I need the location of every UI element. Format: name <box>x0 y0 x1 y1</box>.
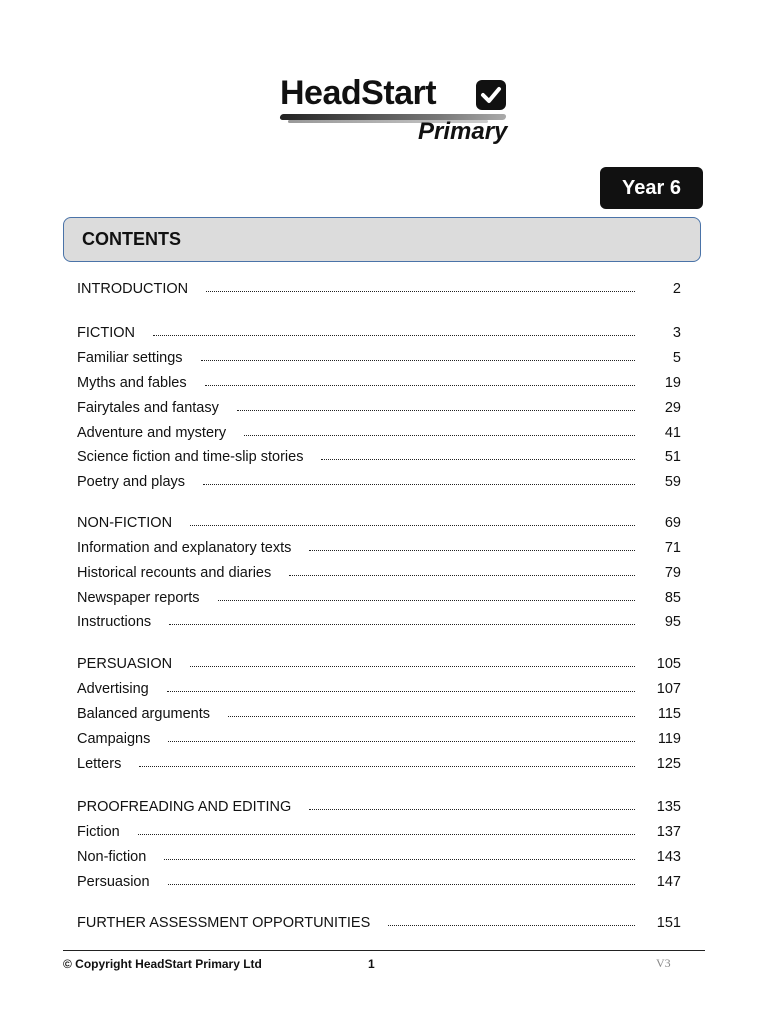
toc-leader-dots <box>138 834 635 835</box>
toc-leader-dots <box>228 716 635 717</box>
toc-leader-dots <box>289 575 635 576</box>
toc-leader-dots <box>203 484 635 485</box>
toc-entry-letters[interactable] <box>77 752 681 772</box>
toc-leader-dots <box>190 666 635 667</box>
toc-entry-instructions[interactable] <box>77 610 681 630</box>
toc-leader-dots <box>206 291 635 292</box>
toc-page-number: 143 <box>656 849 681 865</box>
toc-entry-poetry-and-plays[interactable] <box>77 470 681 490</box>
toc-page-number: 147 <box>656 874 681 890</box>
toc-entry-advertising[interactable] <box>77 677 681 697</box>
toc-page-number: 79 <box>664 565 681 581</box>
footer-page-number: 1 <box>368 957 375 971</box>
toc-leader-dots <box>237 410 635 411</box>
logo-sub-text: Primary <box>418 118 508 145</box>
toc-page-number: 119 <box>657 731 681 747</box>
toc-label: Myths and fables <box>77 375 187 391</box>
toc-entry-historical-recounts[interactable] <box>77 561 681 581</box>
toc-page-number: 125 <box>656 756 681 772</box>
toc-entry-proofreading-persuasion[interactable] <box>77 870 681 890</box>
toc-label: Newspaper reports <box>77 590 200 606</box>
toc-label: INTRODUCTION <box>77 281 189 297</box>
toc-leader-dots <box>168 741 635 742</box>
toc-entry-proofreading-fiction[interactable] <box>77 820 681 840</box>
toc-label: FURTHER ASSESSMENT OPPORTUNITIES <box>77 915 371 931</box>
toc-leader-dots <box>321 459 635 460</box>
toc-page-number: 107 <box>656 681 681 697</box>
toc-entry-proofreading-non-fiction[interactable] <box>77 845 681 865</box>
toc-leader-dots <box>153 335 635 336</box>
toc-entry-myths-and-fables[interactable] <box>77 371 681 391</box>
toc-label: Persuasion <box>77 874 150 890</box>
toc-leader-dots <box>218 600 636 601</box>
toc-leader-dots <box>244 435 635 436</box>
toc-entry-adventure-and-mystery[interactable] <box>77 421 681 441</box>
toc-entry-proofreading-and-editing[interactable] <box>77 795 681 815</box>
headstart-logo <box>278 74 518 152</box>
toc-label: Fiction <box>77 824 120 840</box>
footer-version: V3 <box>656 956 671 970</box>
toc-page-number: 71 <box>664 540 681 556</box>
toc-label: Information and explanatory texts <box>77 540 292 556</box>
contents-title: CONTENTS <box>82 229 181 249</box>
toc-entry-non-fiction[interactable] <box>77 511 681 531</box>
toc-leader-dots <box>201 360 635 361</box>
toc-page-number: 69 <box>664 515 681 531</box>
toc-entry-newspaper-reports[interactable] <box>77 586 681 606</box>
year-badge: Year 6 <box>600 167 703 209</box>
toc-label: Science fiction and time-slip stories <box>77 449 304 465</box>
toc-entry-introduction[interactable] <box>77 277 681 297</box>
logo-brand-text: HeadStart <box>280 74 437 112</box>
toc-label: Instructions <box>77 614 152 630</box>
toc-label: Advertising <box>77 681 149 697</box>
toc-label: FICTION <box>77 325 135 341</box>
toc-entry-information-texts[interactable] <box>77 536 681 556</box>
toc-page-number: 137 <box>656 824 681 840</box>
toc-entry-fiction[interactable] <box>77 321 681 341</box>
toc-label: Poetry and plays <box>77 474 186 490</box>
toc-leader-dots <box>164 859 635 860</box>
toc-page-number: 135 <box>656 799 681 815</box>
toc-label: Familiar settings <box>77 350 183 366</box>
checkmark-icon <box>476 80 506 110</box>
toc-page-number: 115 <box>657 706 681 722</box>
toc-label: Fairytales and fantasy <box>77 400 219 416</box>
toc-leader-dots <box>309 809 635 810</box>
contents-header <box>63 217 701 262</box>
toc-entry-persuasion[interactable] <box>77 652 681 672</box>
toc-label: NON-FICTION <box>77 515 173 531</box>
toc-label: Campaigns <box>77 731 151 747</box>
toc-label: PROOFREADING AND EDITING <box>77 799 292 815</box>
toc-label: Letters <box>77 756 122 772</box>
toc-page-number: 41 <box>664 425 681 441</box>
toc-leader-dots <box>205 385 635 386</box>
toc-page-number: 105 <box>656 656 681 672</box>
toc-page-number: 51 <box>664 449 681 465</box>
toc-page-number: 19 <box>664 375 681 391</box>
toc-page-number: 29 <box>664 400 681 416</box>
toc-leader-dots <box>167 691 635 692</box>
toc-entry-further-assessment[interactable] <box>77 911 681 931</box>
toc-page-number: 59 <box>664 474 681 490</box>
toc-page-number: 2 <box>672 281 681 297</box>
toc-page-number: 5 <box>672 350 681 366</box>
toc-label: PERSUASION <box>77 656 173 672</box>
toc-label: Historical recounts and diaries <box>77 565 272 581</box>
toc-entry-fairytales-and-fantasy[interactable] <box>77 396 681 416</box>
toc-page-number: 151 <box>656 915 681 931</box>
toc-label: Non-fiction <box>77 849 147 865</box>
toc-page-number: 85 <box>664 590 681 606</box>
toc-page-number: 3 <box>672 325 681 341</box>
toc-leader-dots <box>139 766 635 767</box>
footer-divider <box>63 950 705 951</box>
toc-leader-dots <box>168 884 635 885</box>
toc-entry-familiar-settings[interactable] <box>77 346 681 366</box>
toc-leader-dots <box>388 925 635 926</box>
toc-leader-dots <box>309 550 635 551</box>
toc-leader-dots <box>190 525 635 526</box>
toc-leader-dots <box>169 624 635 625</box>
toc-label: Adventure and mystery <box>77 425 227 441</box>
toc-label: Balanced arguments <box>77 706 210 722</box>
toc-entry-science-fiction[interactable] <box>77 445 681 465</box>
footer-copyright: © Copyright HeadStart Primary Ltd <box>63 957 262 971</box>
toc-page-number: 95 <box>664 614 681 630</box>
toc-entry-balanced-arguments[interactable] <box>77 702 681 722</box>
toc-entry-campaigns[interactable] <box>77 727 681 747</box>
